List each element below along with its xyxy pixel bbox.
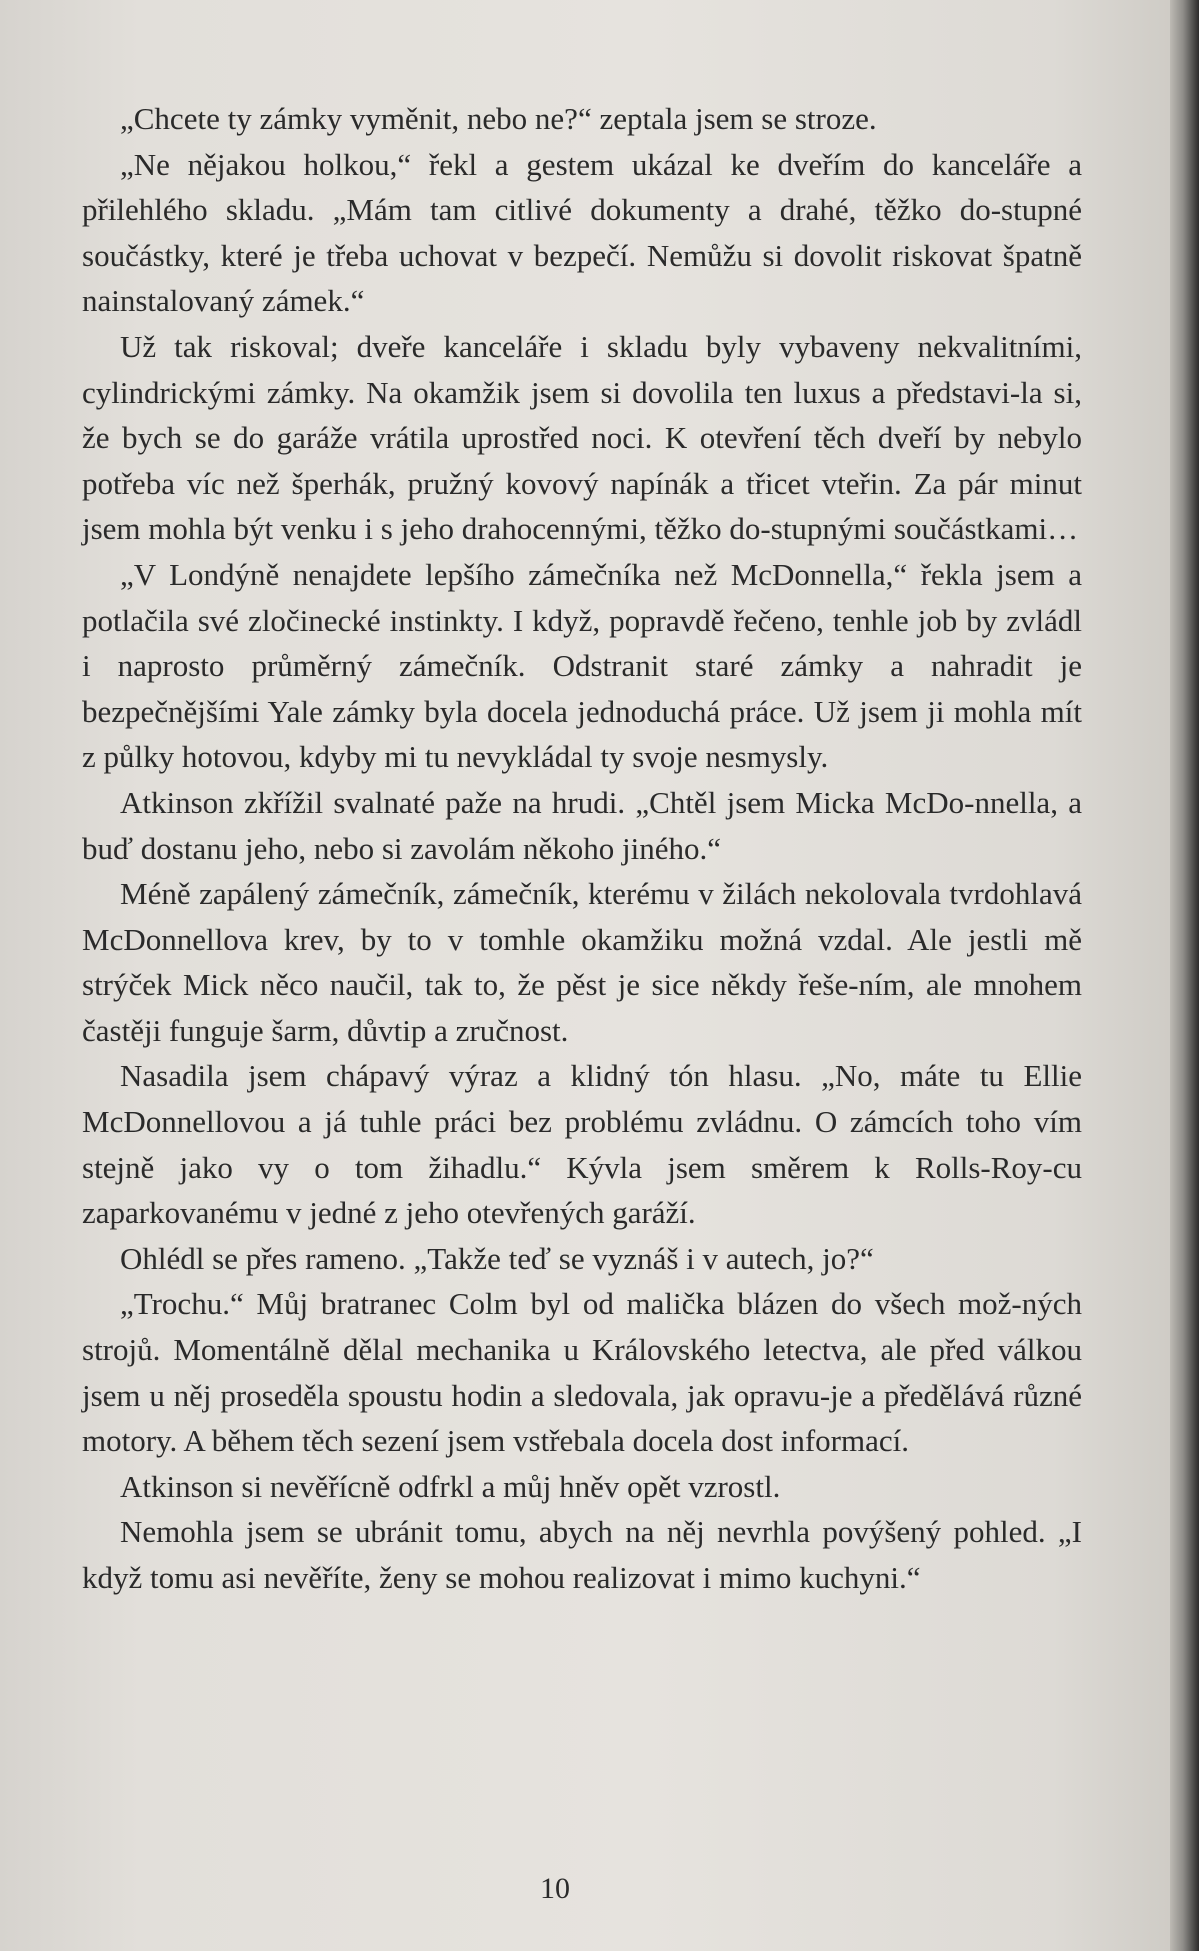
page-number: 10: [540, 1872, 570, 1905]
paragraph: „V Londýně nenajdete lepšího zámečníka než McDonnella,“ řekla jsem a potlačila své zločinecké instinkty. I když, popravdě řečeno, tenhle job by zvládl i naprosto průměrný zámečník. Odstranit staré zámky a nahradit je bezpečnějšími Yale zámky byla docela jednoduchá práce. Už jsem ji mohla mít z půlky hotovou, kdyby mi tu nevykládal ty svoje nesmysly.: [82, 556, 1082, 775]
paragraph: Nemohla jsem se ubránit tomu, abych na něj nevrhla povýšený pohled. „I když tomu asi nevěříte, ženy se mohou realizovat i mimo kuchyni.“: [82, 1514, 1082, 1595]
body-text: [82, 96, 1082, 1601]
paragraph: Už tak riskoval; dveře kanceláře i skladu byly vybaveny nekvalitními, cylindrickými zámky. Na okamžik jsem si dovolila ten luxus a představi-la si, že bych se do garáže vrátila uprostřed noci. K otevření těch dveří by nebylo potřeba víc než šperhák, pružný kovový napínák a třicet vteřin. Za pár minut jsem mohla být venku i s jeho drahocennými, těžko do-stupnými součástkami…: [82, 328, 1082, 547]
paragraph: „Ne nějakou holkou,“ řekl a gestem ukázal ke dveřím do kanceláře a přilehlého skladu. „Mám tam citlivé dokumenty a drahé, těžko do-stupné součástky, které je třeba uchovat v bezpečí. Nemůžu si dovolit riskovat špatně nainstalovaný zámek.“: [82, 146, 1082, 319]
paragraph: Atkinson zkřížil svalnaté paže na hrudi. „Chtěl jsem Micka McDo-nnella, a buď dostanu jeho, nebo si zavolám někoho jiného.“: [82, 784, 1082, 866]
paragraph: Nasadila jsem chápavý výraz a klidný tón hlasu. „No, máte tu Ellie McDonnellovou a já tuhle práci bez problému zvládnu. O zámcích toho vím stejně jako vy o tom žihadlu.“ Kývla jsem směrem k Rolls-Roy-cu zaparkovanému v jedné z jeho otevřených garáží.: [82, 1058, 1082, 1231]
paragraph: Atkinson si nevěřícně odfrkl a můj hněv opět vzrostl.: [120, 1468, 781, 1504]
paragraph: „Trochu.“ Můj bratranec Colm byl od malička blázen do všech mož-ných strojů. Momentálně dělal mechanika u Královského letectva, ale před válkou jsem u něj proseděla spoustu hodin a sledovala, jak opravu-je a předělává různé motory. A během těch sezení jsem vstřebala docela dost informací.: [82, 1286, 1082, 1459]
paragraph: Ohlédl se přes rameno. „Takže teď se vyznáš i v autech, jo?“: [120, 1240, 874, 1276]
paragraph: Méně zapálený zámečník, zámečník, kterému v žilách nekolovala tvrdohlavá McDonnellova krev, by to v tomhle okamžiku možná vzdal. Ale jestli mě strýček Mick něco naučil, tak to, že pěst je sice někdy řeše-ním, ale mnohem častěji funguje šarm, důvtip a zručnost.: [82, 876, 1082, 1048]
paragraph: „Chcete ty zámky vyměnit, nebo ne?“ zeptala jsem se stroze.: [120, 101, 877, 136]
page-edge-shadow: [1170, 0, 1199, 1951]
